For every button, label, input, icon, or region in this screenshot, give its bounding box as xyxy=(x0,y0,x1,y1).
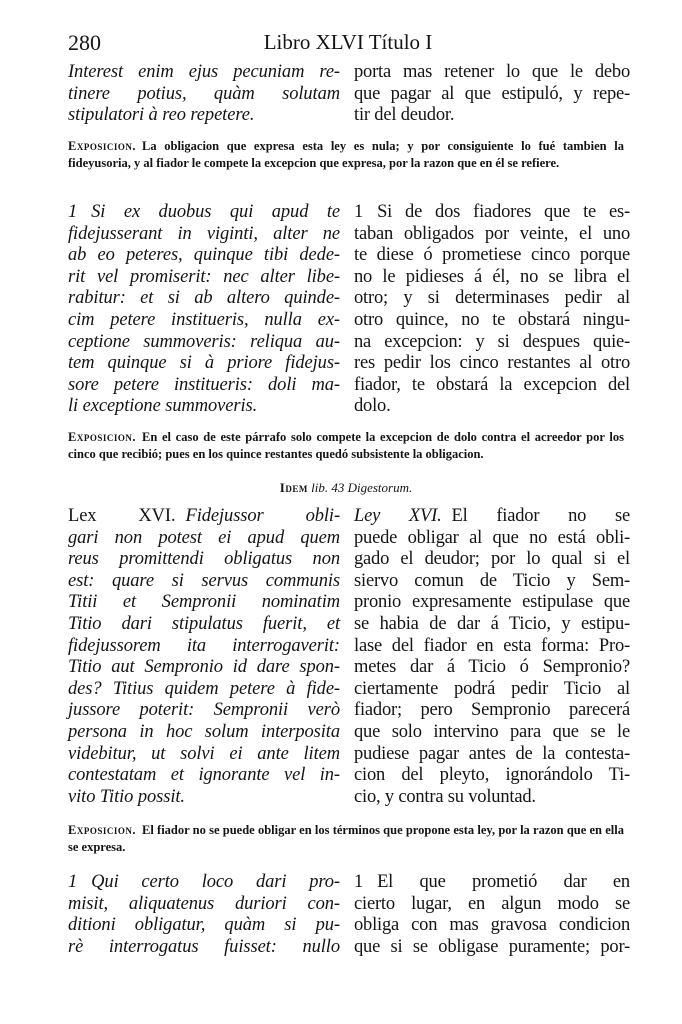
latin-line: tinere potius, quàm solutam xyxy=(68,83,340,104)
latin-line: 1 Si ex duobus qui apud te xyxy=(68,202,340,222)
source-author: Idem xyxy=(279,480,308,495)
spanish-line: cion del pleyto, ignorándolo Ti- xyxy=(354,765,630,786)
exposition-text: La obligacion que expresa esta ley es nula; y por consiguiente lo fué tambien la fideyusoria, y al fiador le compete la excepcion que expresa, por la razon que en él se refiere. xyxy=(68,139,624,170)
latin-column xyxy=(68,62,340,127)
text-block-4 xyxy=(68,872,630,962)
latin-line: 1 Qui certo loco dari pro- xyxy=(68,872,340,892)
latin-line: des? Titius quidem petere à fide- xyxy=(68,678,340,699)
spanish-line: Ley XVI. El fiador no se xyxy=(354,506,631,526)
spanish-line: otro; y si determinases pedir al xyxy=(354,288,630,309)
spanish-column xyxy=(354,202,630,418)
latin-column xyxy=(68,202,340,418)
latin-line: videbitur, ut solvi ei ante litem xyxy=(68,743,340,764)
spanish-line: lase del fiador en esta forma: Pro- xyxy=(354,635,630,656)
latin-line: rabitur: et si ab altero quinde- xyxy=(68,288,340,309)
latin-line: ceptione summoveris: reliqua au- xyxy=(68,331,340,352)
spanish-line: na excepcion: y si despues quie- xyxy=(354,331,630,352)
spanish-line: se habia de dar á Ticio, y estipu- xyxy=(354,613,630,634)
spanish-line: que solo intervino para que se le xyxy=(354,721,630,742)
spanish-line: otro quince, no te obstará ningu- xyxy=(354,309,630,330)
exposition-1 xyxy=(68,138,624,172)
latin-column xyxy=(68,872,340,958)
spanish-column xyxy=(354,872,630,958)
latin-line: Titio aut Sempronio id dare spon- xyxy=(68,657,340,678)
page-number: 280 xyxy=(68,30,101,55)
spanish-line: no le pidieses á él, no se libra el xyxy=(354,266,630,287)
spanish-line: fiador, te obstará la excepcion del xyxy=(354,374,630,395)
latin-line: contestatam et ignorante vel in- xyxy=(68,765,340,786)
latin-line: rit vel promiserit: nec alter libe- xyxy=(68,266,340,287)
paragraph-number: 1 xyxy=(68,872,78,892)
exposition-label: Exposicion. xyxy=(68,823,136,837)
running-title: Libro XLVI Título I xyxy=(263,30,433,54)
spanish-line: metes dar á Ticio ó Sempronio? xyxy=(354,657,630,678)
spanish-line: te diese ó prometiese cinco porque xyxy=(354,245,630,266)
paragraph-number: 1 xyxy=(354,202,364,222)
law-heading: Ley XVI. xyxy=(354,506,442,526)
latin-line: ditioni obligatur, quàm si pu- xyxy=(68,915,340,936)
latin-line: fidejussorem ita interrogaverit: xyxy=(68,635,340,656)
latin-line: misit, aliquatenus duriori con- xyxy=(68,893,340,914)
spanish-line: 1 Si de dos fiadores que te es- xyxy=(354,202,630,222)
spanish-line: gado el deudor; por lo qual si el xyxy=(354,549,630,570)
latin-line: Titio dari stipulatus fuerit, et xyxy=(68,613,340,634)
latin-line: stipulatori à reo repetere. xyxy=(68,105,255,126)
latin-line: sore petere institueris: doli ma- xyxy=(68,374,340,395)
spanish-line: puede obligar al que no está obli- xyxy=(354,527,630,548)
spanish-line: cierto lugar, en algun modo se xyxy=(354,893,630,914)
spanish-line: res pedir los cinco restantes al otro xyxy=(354,353,630,374)
spanish-line: obliga con mas gravosa condicion xyxy=(354,915,630,936)
latin-line: vito Titio possit. xyxy=(68,786,185,807)
spanish-line: siervo comun de Ticio y Sem- xyxy=(354,570,630,591)
law-heading: Lex XVI. xyxy=(68,506,176,526)
source-citation xyxy=(68,480,624,496)
text-block-1 xyxy=(68,62,630,128)
latin-line: Titii et Sempronii nominatim xyxy=(68,592,340,613)
source-reference: lib. 43 Digestorum. xyxy=(311,480,413,495)
latin-line: fidejusserant in viginti, alter ne xyxy=(68,223,340,244)
latin-line: tem quinque si à priore fidejus- xyxy=(68,353,340,374)
spanish-line: que si se obligase puramente; por- xyxy=(354,936,630,957)
latin-line: Lex XVI. Fidejussor obli- xyxy=(68,506,341,526)
paragraph-number: 1 xyxy=(68,202,78,222)
page-header xyxy=(68,30,628,60)
latin-column xyxy=(68,506,340,808)
latin-line: persona in hoc solum interposita xyxy=(68,721,340,742)
spanish-line: dolo. xyxy=(354,396,391,417)
exposition-label: Exposicion. xyxy=(68,430,136,444)
latin-line: cim petere institueris, nulla ex- xyxy=(68,309,340,330)
latin-line: est: quare si servus communis xyxy=(68,570,340,591)
spanish-line: ciertamente podrá pedir Ticio al xyxy=(354,678,630,699)
exposition-2 xyxy=(68,429,624,463)
text-block-2 xyxy=(68,202,630,420)
spanish-line: pronio expresamente estipulase que xyxy=(354,592,630,613)
exposition-text: En el caso de este párrafo solo compete la excepcion de dolo contra el acreedor por los cinco que recibió; pues en los quince restantes quedó subsistente la obligacion. xyxy=(68,430,624,461)
exposition-text: El fiador no se puede obligar en los términos que propone esta ley, por la razon que en ella se expresa. xyxy=(68,823,624,854)
exposition-3 xyxy=(68,822,624,856)
spanish-line: fiador; pero Sempronio parecerá xyxy=(354,700,630,721)
latin-line: ab eo peteres, quinque tibi dede- xyxy=(68,245,340,266)
exposition-label: Exposicion. xyxy=(68,139,136,153)
paragraph-number: 1 xyxy=(354,872,364,892)
spanish-column xyxy=(354,506,630,808)
spanish-line: 1 El que prometió dar en xyxy=(354,872,630,892)
spanish-line: cio, y contra su voluntad. xyxy=(354,786,536,807)
text-block-3 xyxy=(68,506,630,810)
latin-line: li exceptione summoveris. xyxy=(68,396,258,417)
spanish-line: que pagar al que estipuló, y repe- xyxy=(354,83,630,104)
latin-line: gari non potest ei apud quem xyxy=(68,527,340,548)
spanish-line: taban obligados por veinte, el uno xyxy=(354,223,630,244)
latin-line: jussore poterit: Sempronii verò xyxy=(68,700,340,721)
spanish-column xyxy=(354,62,630,127)
latin-line: rè interrogatus fuisset: nullo xyxy=(68,936,340,957)
spanish-line: porta mas retener lo que le debo xyxy=(354,62,630,82)
spanish-line: pudiese pagar antes de la contesta- xyxy=(354,743,630,764)
spanish-line: tir del deudor. xyxy=(354,105,455,126)
latin-line: Interest enim ejus pecuniam re- xyxy=(68,62,340,82)
latin-line: reus promittendi obligatus non xyxy=(68,549,340,570)
